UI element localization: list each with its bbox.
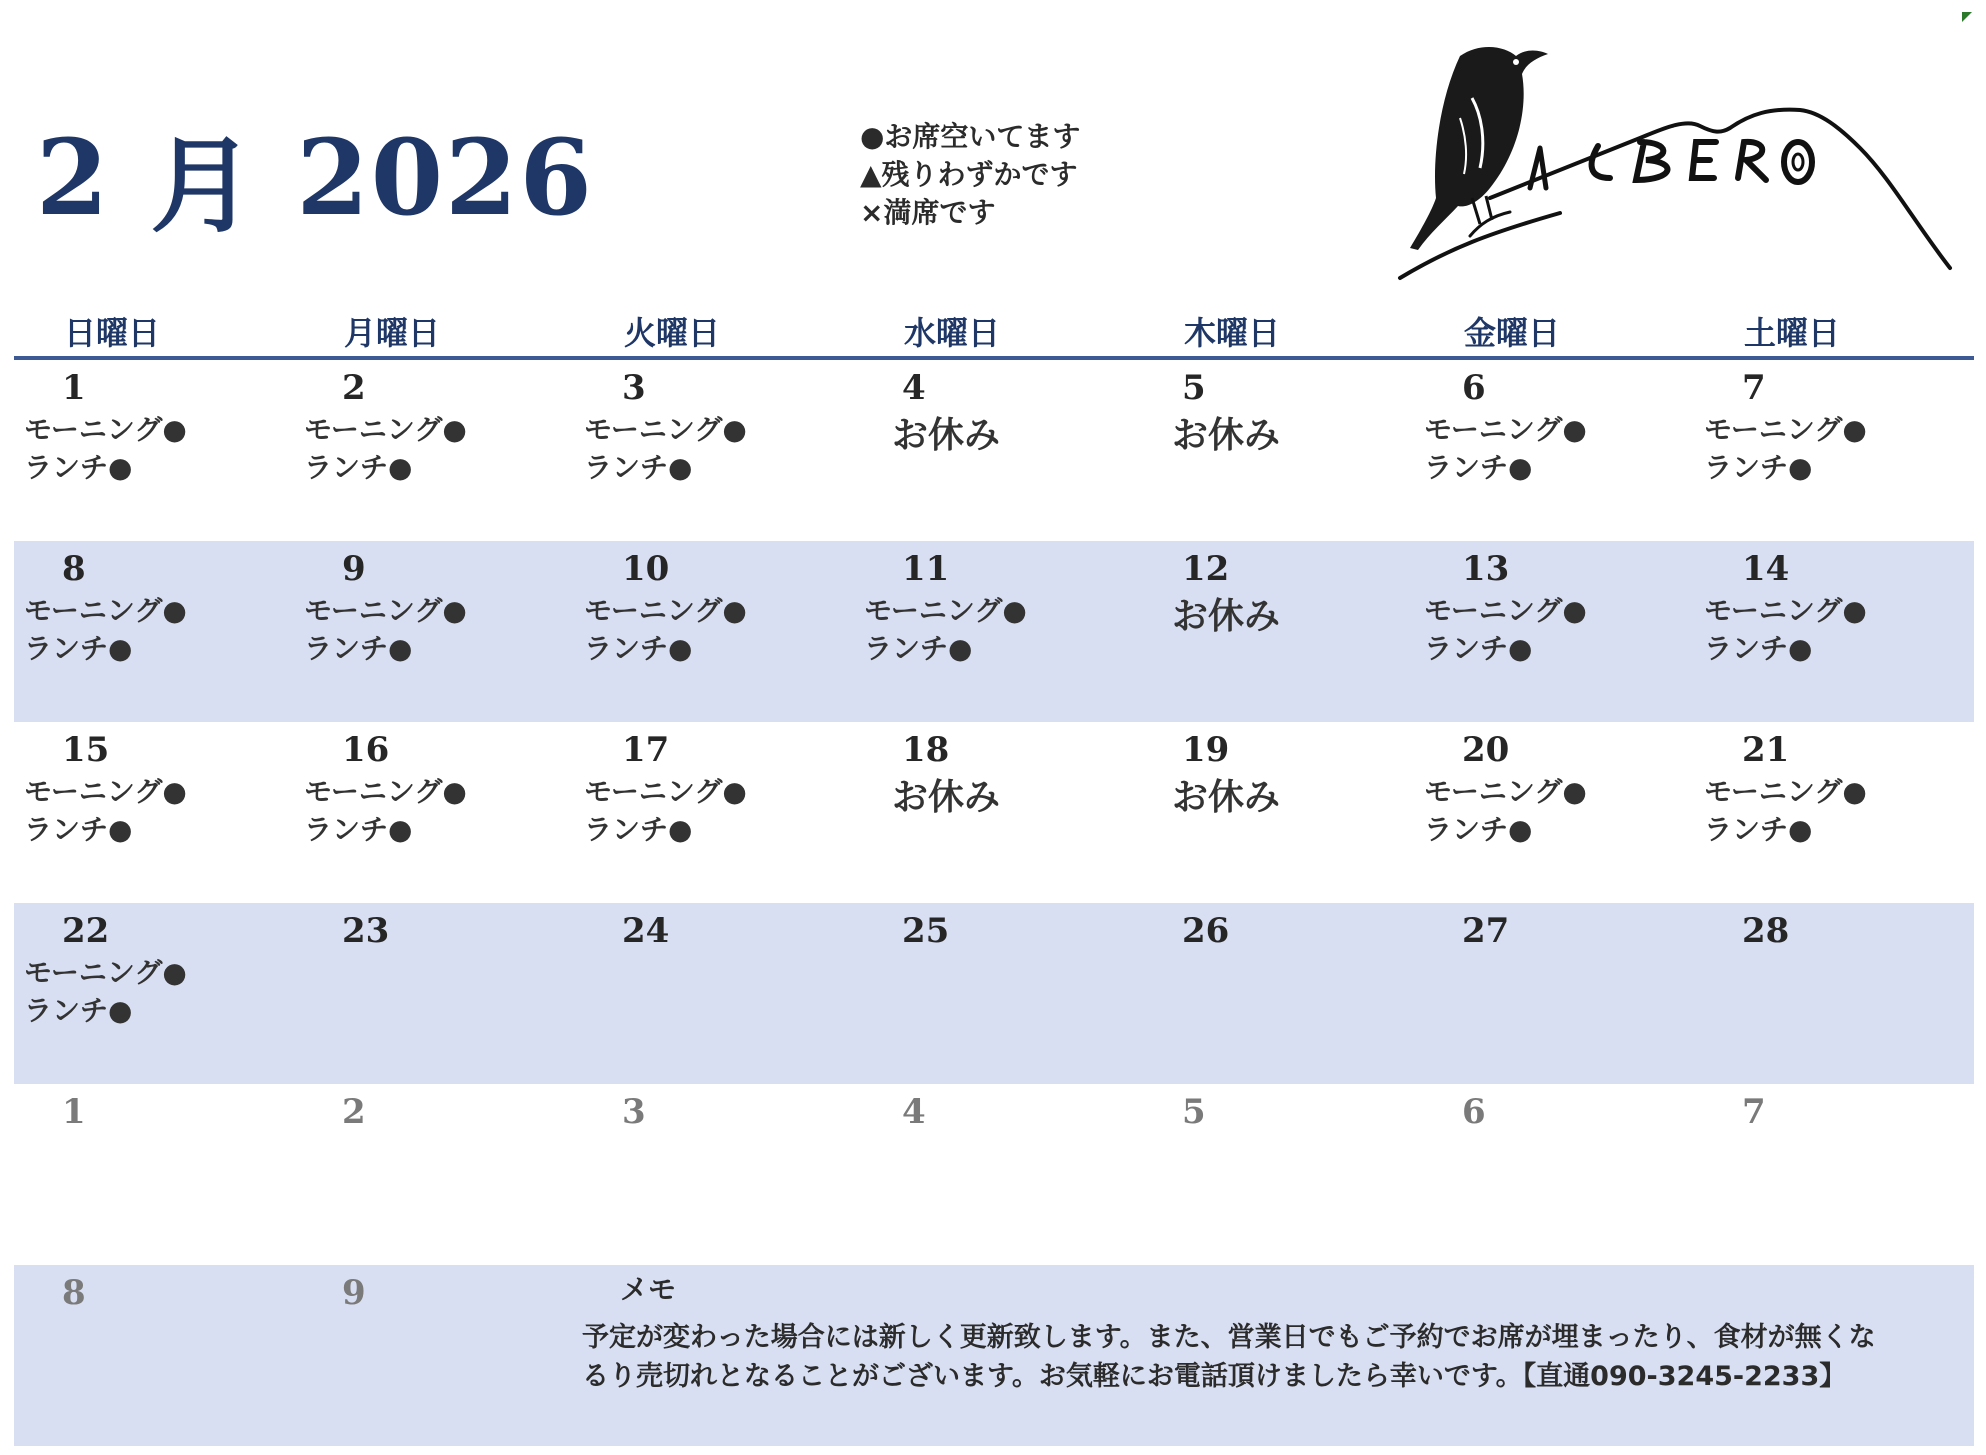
morning-status: モーニング● (1704, 413, 1867, 446)
day-cell (294, 541, 574, 722)
lunch-status: ランチ● (24, 813, 133, 846)
weekday-tuesday: 火曜日 (624, 314, 721, 352)
lunch-status: ランチ● (1704, 451, 1813, 484)
morning-status: モーニング● (24, 413, 187, 446)
morning-status: モーニング● (1424, 775, 1587, 808)
morning-status: モーニング● (1424, 594, 1587, 627)
day-cell (574, 722, 854, 903)
week-row (14, 541, 1974, 722)
day-number: 5 (1182, 368, 1206, 408)
lunch-status: ランチ● (1424, 813, 1533, 846)
day-number: 3 (622, 368, 646, 408)
morning-status: モーニング● (304, 594, 467, 627)
day-cell (574, 541, 854, 722)
bird-on-mountain-logo-icon (1340, 38, 1960, 308)
day-number: 6 (1462, 368, 1486, 408)
morning-status: モーニング● (584, 775, 747, 808)
day-cell (294, 1084, 574, 1265)
weekday-wednesday: 水曜日 (904, 314, 1001, 352)
day-number: 19 (1182, 730, 1230, 770)
day-cell (14, 360, 294, 541)
lunch-status: ランチ● (24, 994, 133, 1027)
day-number: 7 (1742, 1092, 1766, 1132)
morning-status: モーニング● (1424, 413, 1587, 446)
day-cell (1414, 360, 1694, 541)
morning-status: モーニング● (584, 413, 747, 446)
lunch-status: ランチ● (864, 632, 973, 665)
albero-logo (1340, 38, 1960, 308)
weekday-header (14, 312, 1974, 360)
day-cell (1134, 360, 1414, 541)
day-cell (1414, 903, 1694, 1084)
lunch-status: ランチ● (584, 451, 693, 484)
weekday-thursday: 木曜日 (1184, 314, 1281, 352)
day-number: 11 (902, 549, 950, 589)
day-number: 12 (1182, 549, 1230, 589)
day-cell (1414, 1084, 1694, 1265)
day-number: 25 (902, 911, 950, 951)
week-row (14, 360, 1974, 541)
day-number: 7 (1742, 368, 1766, 408)
day-number: 9 (342, 1273, 366, 1313)
day-cell (1134, 541, 1414, 722)
day-number: 26 (1182, 911, 1230, 951)
morning-status: モーニング● (304, 413, 467, 446)
day-cell (1134, 722, 1414, 903)
day-number: 16 (342, 730, 390, 770)
closed-label: お休み (1172, 596, 1281, 637)
day-number: 2 (342, 1092, 366, 1132)
day-cell (1414, 541, 1694, 722)
day-cell (1694, 722, 1974, 903)
day-number: 20 (1462, 730, 1510, 770)
day-number: 17 (622, 730, 670, 770)
day-number: 1 (62, 368, 86, 408)
day-number: 15 (62, 730, 110, 770)
lunch-status: ランチ● (1704, 632, 1813, 665)
day-number: 21 (1742, 730, 1790, 770)
day-cell (574, 1084, 854, 1265)
memo-title: メモ (620, 1273, 677, 1306)
day-cell (294, 903, 574, 1084)
legend-full: ×満席です (860, 196, 996, 229)
weekday-friday: 金曜日 (1464, 314, 1561, 352)
memo-line: 予定が変わった場合には新しく更新致します。また、営業日でもご予約でお席が埋まったり、食材が無くな (582, 1322, 1876, 1353)
day-cell (294, 722, 574, 903)
morning-status: モーニング● (1704, 775, 1867, 808)
morning-status: モーニング● (24, 956, 187, 989)
lunch-status: ランチ● (1424, 632, 1533, 665)
calendar-grid (14, 360, 1974, 1446)
day-cell (1134, 1084, 1414, 1265)
day-number: 14 (1742, 549, 1790, 589)
morning-status: モーニング● (584, 594, 747, 627)
day-cell (1414, 722, 1694, 903)
lunch-status: ランチ● (24, 451, 133, 484)
lunch-status: ランチ● (1424, 451, 1533, 484)
morning-status: モーニング● (24, 775, 187, 808)
day-cell (14, 903, 294, 1084)
day-cell (1694, 360, 1974, 541)
day-cell (14, 722, 294, 903)
legend-few-left: ▲残りわずかです (860, 158, 1078, 191)
year: 2026 (296, 115, 594, 239)
day-number: 18 (902, 730, 950, 770)
day-number: 10 (622, 549, 670, 589)
weekday-sunday: 日曜日 (64, 314, 161, 352)
month-number: 2 (36, 115, 111, 239)
day-cell (854, 360, 1134, 541)
weekday-monday: 月曜日 (344, 314, 441, 352)
memo-text (582, 1318, 1962, 1396)
day-number: 4 (902, 368, 926, 408)
lunch-status: ランチ● (24, 632, 133, 665)
week-row (14, 903, 1974, 1084)
week-row (14, 722, 1974, 903)
morning-status: モーニング● (304, 775, 467, 808)
day-cell (14, 1265, 294, 1446)
day-cell (574, 360, 854, 541)
day-number: 1 (62, 1092, 86, 1132)
day-cell (14, 541, 294, 722)
day-cell (574, 903, 854, 1084)
availability-legend (860, 118, 1080, 232)
day-number: 3 (622, 1092, 646, 1132)
day-number: 23 (342, 911, 390, 951)
closed-label: お休み (1172, 415, 1281, 456)
memo-line: るり売切れとなることがございます。お気軽にお電話頂けましたら幸いです。【直通090-3245-2233】 (582, 1361, 1847, 1392)
lunch-status: ランチ● (304, 632, 413, 665)
weekday-saturday: 土曜日 (1744, 314, 1841, 352)
day-cell (854, 903, 1134, 1084)
day-number: 6 (1462, 1092, 1486, 1132)
day-cell (854, 722, 1134, 903)
closed-label: お休み (892, 777, 1001, 818)
day-number: 4 (902, 1092, 926, 1132)
lunch-status: ランチ● (584, 632, 693, 665)
closed-label: お休み (1172, 777, 1281, 818)
day-cell (1694, 541, 1974, 722)
day-number: 5 (1182, 1092, 1206, 1132)
day-cell (1694, 1084, 1974, 1265)
day-number: 9 (342, 549, 366, 589)
day-number: 8 (62, 1273, 86, 1313)
day-cell (294, 360, 574, 541)
day-cell (854, 1084, 1134, 1265)
day-cell (294, 1265, 574, 1446)
day-number: 13 (1462, 549, 1510, 589)
closed-label: お休み (892, 415, 1001, 456)
day-number: 22 (62, 911, 110, 951)
lunch-status: ランチ● (304, 451, 413, 484)
corner-marker (1962, 12, 1972, 22)
day-number: 2 (342, 368, 366, 408)
day-number: 24 (622, 911, 670, 951)
month-unit: 月 (150, 124, 257, 247)
morning-status: モーニング● (864, 594, 1027, 627)
lunch-status: ランチ● (584, 813, 693, 846)
day-number: 8 (62, 549, 86, 589)
lunch-status: ランチ● (304, 813, 413, 846)
day-number: 28 (1742, 911, 1790, 951)
day-cell (1694, 903, 1974, 1084)
day-cell (14, 1084, 294, 1265)
lunch-status: ランチ● (1704, 813, 1813, 846)
morning-status: モーニング● (1704, 594, 1867, 627)
day-number: 27 (1462, 911, 1510, 951)
morning-status: モーニング● (24, 594, 187, 627)
page-title (36, 112, 594, 247)
day-cell (1134, 903, 1414, 1084)
legend-available: ●お席空いてます (860, 120, 1081, 153)
week-row (14, 1084, 1974, 1265)
day-cell (854, 541, 1134, 722)
